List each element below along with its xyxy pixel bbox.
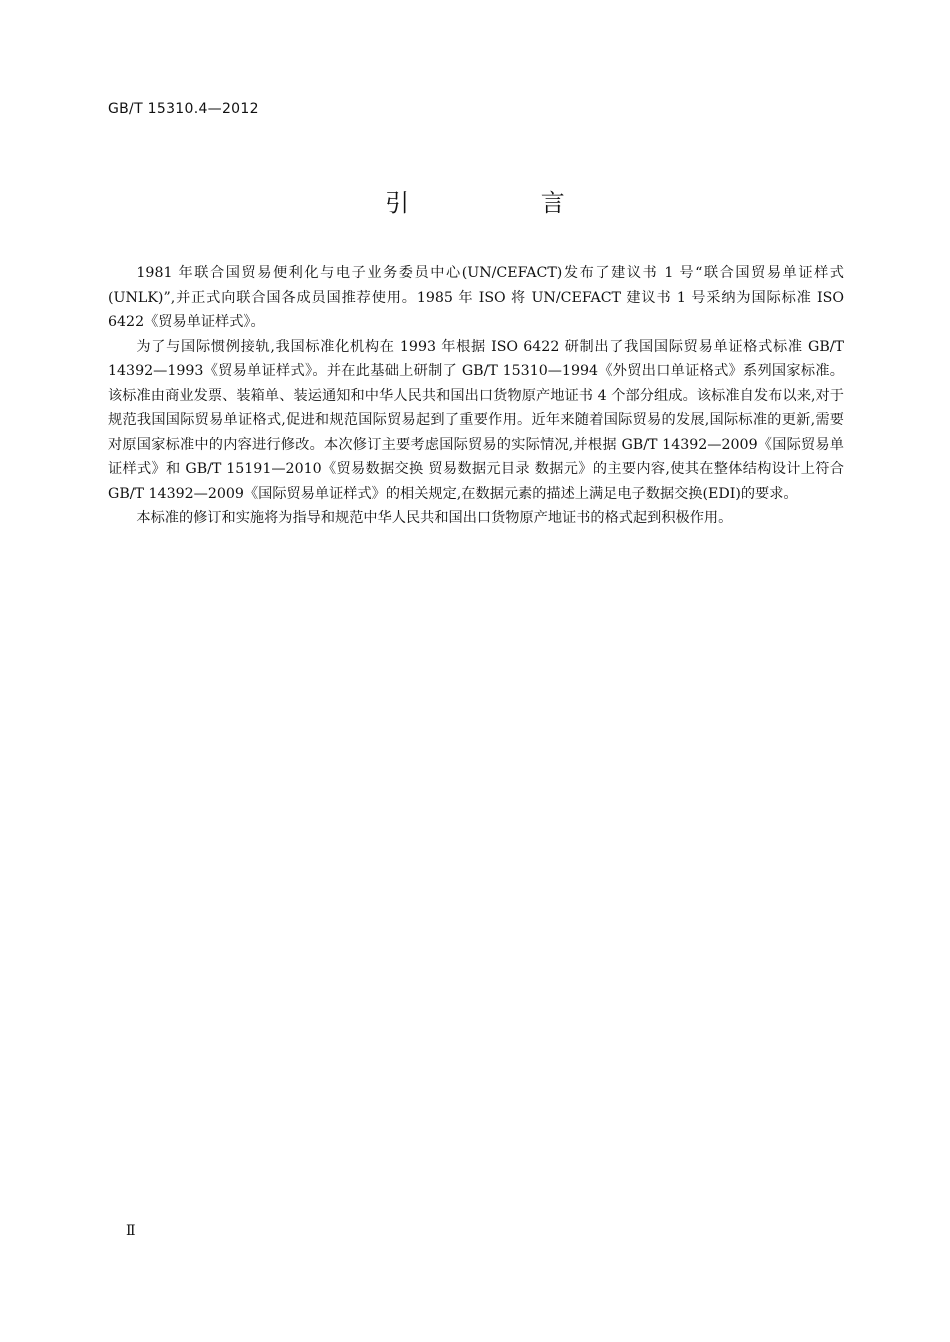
page-number: Ⅱ: [126, 1223, 136, 1239]
standard-code-header: GB/T 15310.4—2012: [108, 101, 259, 117]
section-title: 引 言: [385, 189, 627, 217]
paragraph-1: 1981 年联合国贸易便利化与电子业务委员中心(UN/CEFACT)发布了建议书 1 号“联合国贸易单证样式(UNLK)”,并正式向联合国各成员国推荐使用。1985 年 ISO 将 UN/CEFACT 建议书 1 号采纳为国际标准 ISO 6422《贸易单证样式》。: [108, 265, 844, 330]
introduction-body: [108, 261, 844, 531]
paragraph-3: 本标准的修订和实施将为指导和规范中华人民共和国出口货物原产地证书的格式起到积极作用。: [136, 510, 733, 526]
paragraph-2: 为了与国际惯例接轨,我国标准化机构在 1993 年根据 ISO 6422 研制出了我国国际贸易单证格式标准 GB/T 14392—1993《贸易单证样式》。并在此基础上研制了 GB/T 15310—1994《外贸出口单证格式》系列国家标准。该标准由商业发票、装箱单、装运通知和中华人民共和国出口货物原产地证书 4 个部分组成。该标准自发布以来,对于规范我国国际贸易单证格式,促进和规范国际贸易起到了重要作用。近年来随着国际贸易的发展,国际标准的更新,需要对原国家标准中的内容进行修改。本次修订主要考虑国际贸易的实际情况,并根据 GB/T 14392—2009《国际贸易单证样式》和 GB/T 15191—2010《贸易数据交换 贸易数据元目录 数据元》的主要内容,使其在整体结构设计上符合 GB/T 14392—2009《国际贸易单证样式》的相关规定,在数据元素的描述上满足电子数据交换(EDI)的要求。: [108, 338, 844, 502]
